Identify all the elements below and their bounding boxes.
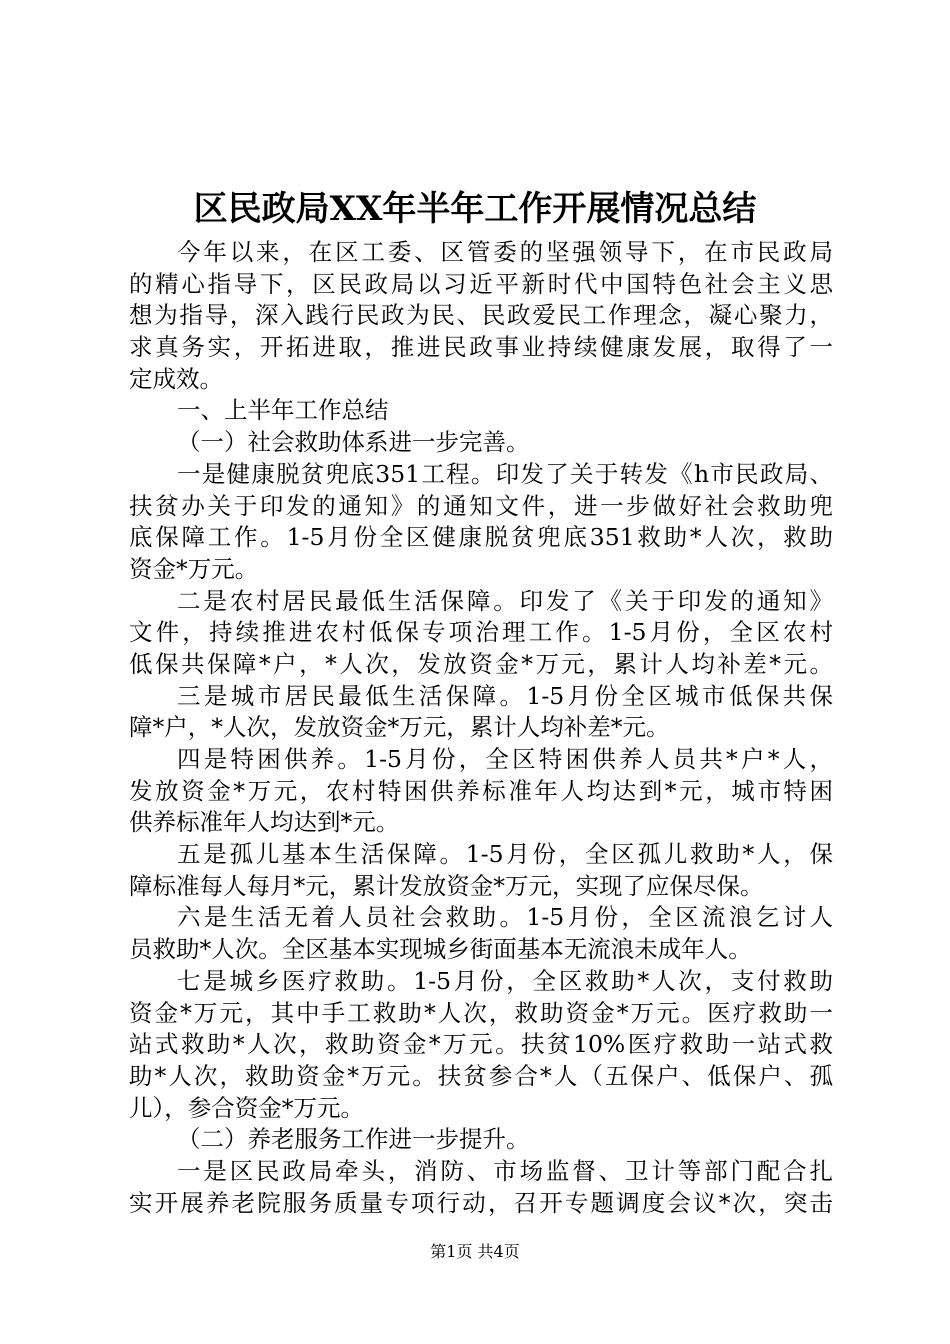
- paragraph-line: 供养标准年人均达到*元。: [129, 808, 400, 837]
- paragraph-line: 扶贫办关于印发的通知》的通知文件，进一步做好社会救助兜: [129, 491, 833, 520]
- paragraph-line: 今年以来，在区工委、区管委的坚强领导下，在市民政局: [177, 238, 833, 266]
- paragraph-line: 三是城市居民最低生活保障。1-5月份全区城市低保共保: [177, 681, 833, 710]
- paragraph-line: 障*户，*人次，发放资金*万元，累计人均补差*元。: [129, 713, 670, 742]
- document-body: [129, 237, 833, 1219]
- paragraph-line: 一是区民政局牵头，消防、市场监督、卫计等部门配合扎: [177, 1156, 833, 1185]
- paragraph-line: 实开展养老院服务质量专项行动，召开专题调度会议*次，突击: [129, 1188, 833, 1217]
- paragraph-line: 站式救助*人次，救助资金*万元。扶贫10%医疗救助一站式救: [129, 1030, 833, 1059]
- paragraph-line: 的精心指导下，区民政局以习近平新时代中国特色社会主义思: [129, 269, 833, 298]
- paragraph-line: 障标准每人每月*元，累计发放资金*万元，实现了应保尽保。: [129, 871, 764, 900]
- paragraph-line: 发放资金*万元，农村特困供养标准年人均达到*元，城市特困: [129, 776, 833, 805]
- subsection-heading: （一）社会救助体系进一步完善。: [177, 428, 530, 457]
- paragraph-line: 资金*万元。: [129, 554, 259, 583]
- page-footer: 第1页 共4页: [430, 1242, 520, 1261]
- paragraph-line: 助*人次，救助资金*万元。扶贫参合*人（五保户、低保户、孤: [129, 1061, 833, 1090]
- document-title: 区民政局XX年半年工作开展情况总结: [193, 189, 757, 229]
- paragraph-line: 资金*万元，其中手工救助*人次，救助资金*万元。医疗救助一: [129, 998, 833, 1027]
- paragraph-line: 底保障工作。1-5月份全区健康脱贫兜底351救助*人次，救助: [129, 523, 833, 552]
- paragraph-line: 想为指导，深入践行民政为民、民政爱民工作理念，凝心聚力，: [129, 301, 833, 330]
- paragraph-line: 一是健康脱贫兜底351工程。印发了关于转发《h市民政局、: [177, 459, 833, 488]
- paragraph-line: 二是农村居民最低生活保障。印发了《关于印发的通知》: [177, 586, 833, 615]
- subsection-heading: （二）养老服务工作进一步提升。: [177, 1125, 530, 1154]
- paragraph-line: 七是城乡医疗救助。1-5月份，全区救助*人次，支付救助: [177, 966, 833, 995]
- paragraph-line: 求真务实，开拓进取，推进民政事业持续健康发展，取得了一: [129, 333, 833, 362]
- paragraph-line: 六是生活无着人员社会救助。1-5月份，全区流浪乞讨人: [177, 903, 833, 932]
- paragraph-line: 儿），参合资金*万元。: [129, 1093, 364, 1122]
- paragraph-line: 定成效。: [129, 364, 223, 393]
- paragraph-line: 四是特困供养。1-5月份，全区特困供养人员共*户*人，: [177, 745, 833, 773]
- paragraph-line: 员救助*人次。全区基本实现城乡街面基本无流浪未成年人。: [129, 935, 752, 964]
- paragraph-line: 五是孤儿基本生活保障。1-5月份，全区孤儿救助*人，保: [177, 840, 833, 869]
- section-heading: 一、上半年工作总结: [177, 396, 389, 425]
- paragraph-line: 文件，持续推进农村低保专项治理工作。1-5月份，全区农村: [129, 618, 833, 647]
- paragraph-line: 低保共保障*户，*人次，发放资金*万元，累计人均补差*元。: [129, 649, 833, 678]
